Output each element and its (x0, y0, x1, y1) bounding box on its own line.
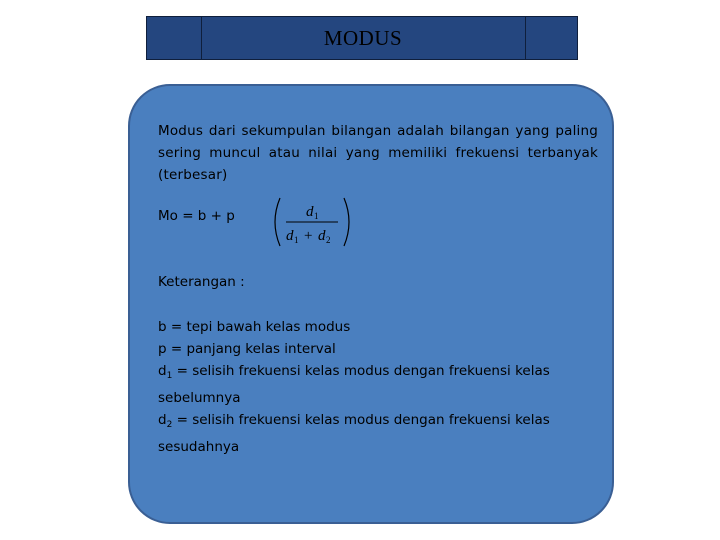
denom-d1-sub: 1 (294, 235, 299, 245)
note-d2 (158, 409, 598, 458)
note-p: p = panjang kelas interval (158, 341, 336, 357)
formula-fraction (272, 194, 352, 250)
numerator-sub: 1 (314, 211, 319, 221)
page-title: MODUS (323, 25, 403, 50)
note-b: b = tepi bawah kelas modus (158, 319, 351, 335)
denom-d2: d (318, 228, 326, 244)
note-d2-sub: 2 (166, 420, 173, 430)
notes-list (158, 316, 598, 458)
numerator-d: d (306, 204, 314, 220)
left-paren (275, 198, 280, 246)
denom-plus: + (304, 228, 313, 244)
formula-lhs: Mo = b + p (158, 208, 235, 224)
note-d2-prefix: d (158, 412, 167, 428)
intro-paragraph: Modus dari sekumpulan bilangan adalah bilangan yang paling sering muncul atau nilai yang memiliki frekuensi terbanyak (terbesar) (158, 123, 598, 183)
keterangan-label: Keterangan : (158, 274, 245, 290)
note-d1-sub: 1 (166, 371, 173, 381)
content-area (158, 120, 598, 455)
title-bar-left-segment (147, 17, 202, 59)
denom-d1: d (286, 228, 294, 244)
note-d2-text: = selisih frekuensi kelas modus dengan frekuensi kelas sesudahnya (158, 412, 550, 455)
note-d1-text: = selisih frekuensi kelas modus dengan frekuensi kelas sebelumnya (158, 363, 550, 406)
note-d1 (158, 360, 598, 409)
title-bar (146, 16, 578, 60)
note-d1-prefix: d (158, 363, 167, 379)
right-paren (344, 198, 349, 246)
denom-d2-sub: 2 (326, 235, 331, 245)
